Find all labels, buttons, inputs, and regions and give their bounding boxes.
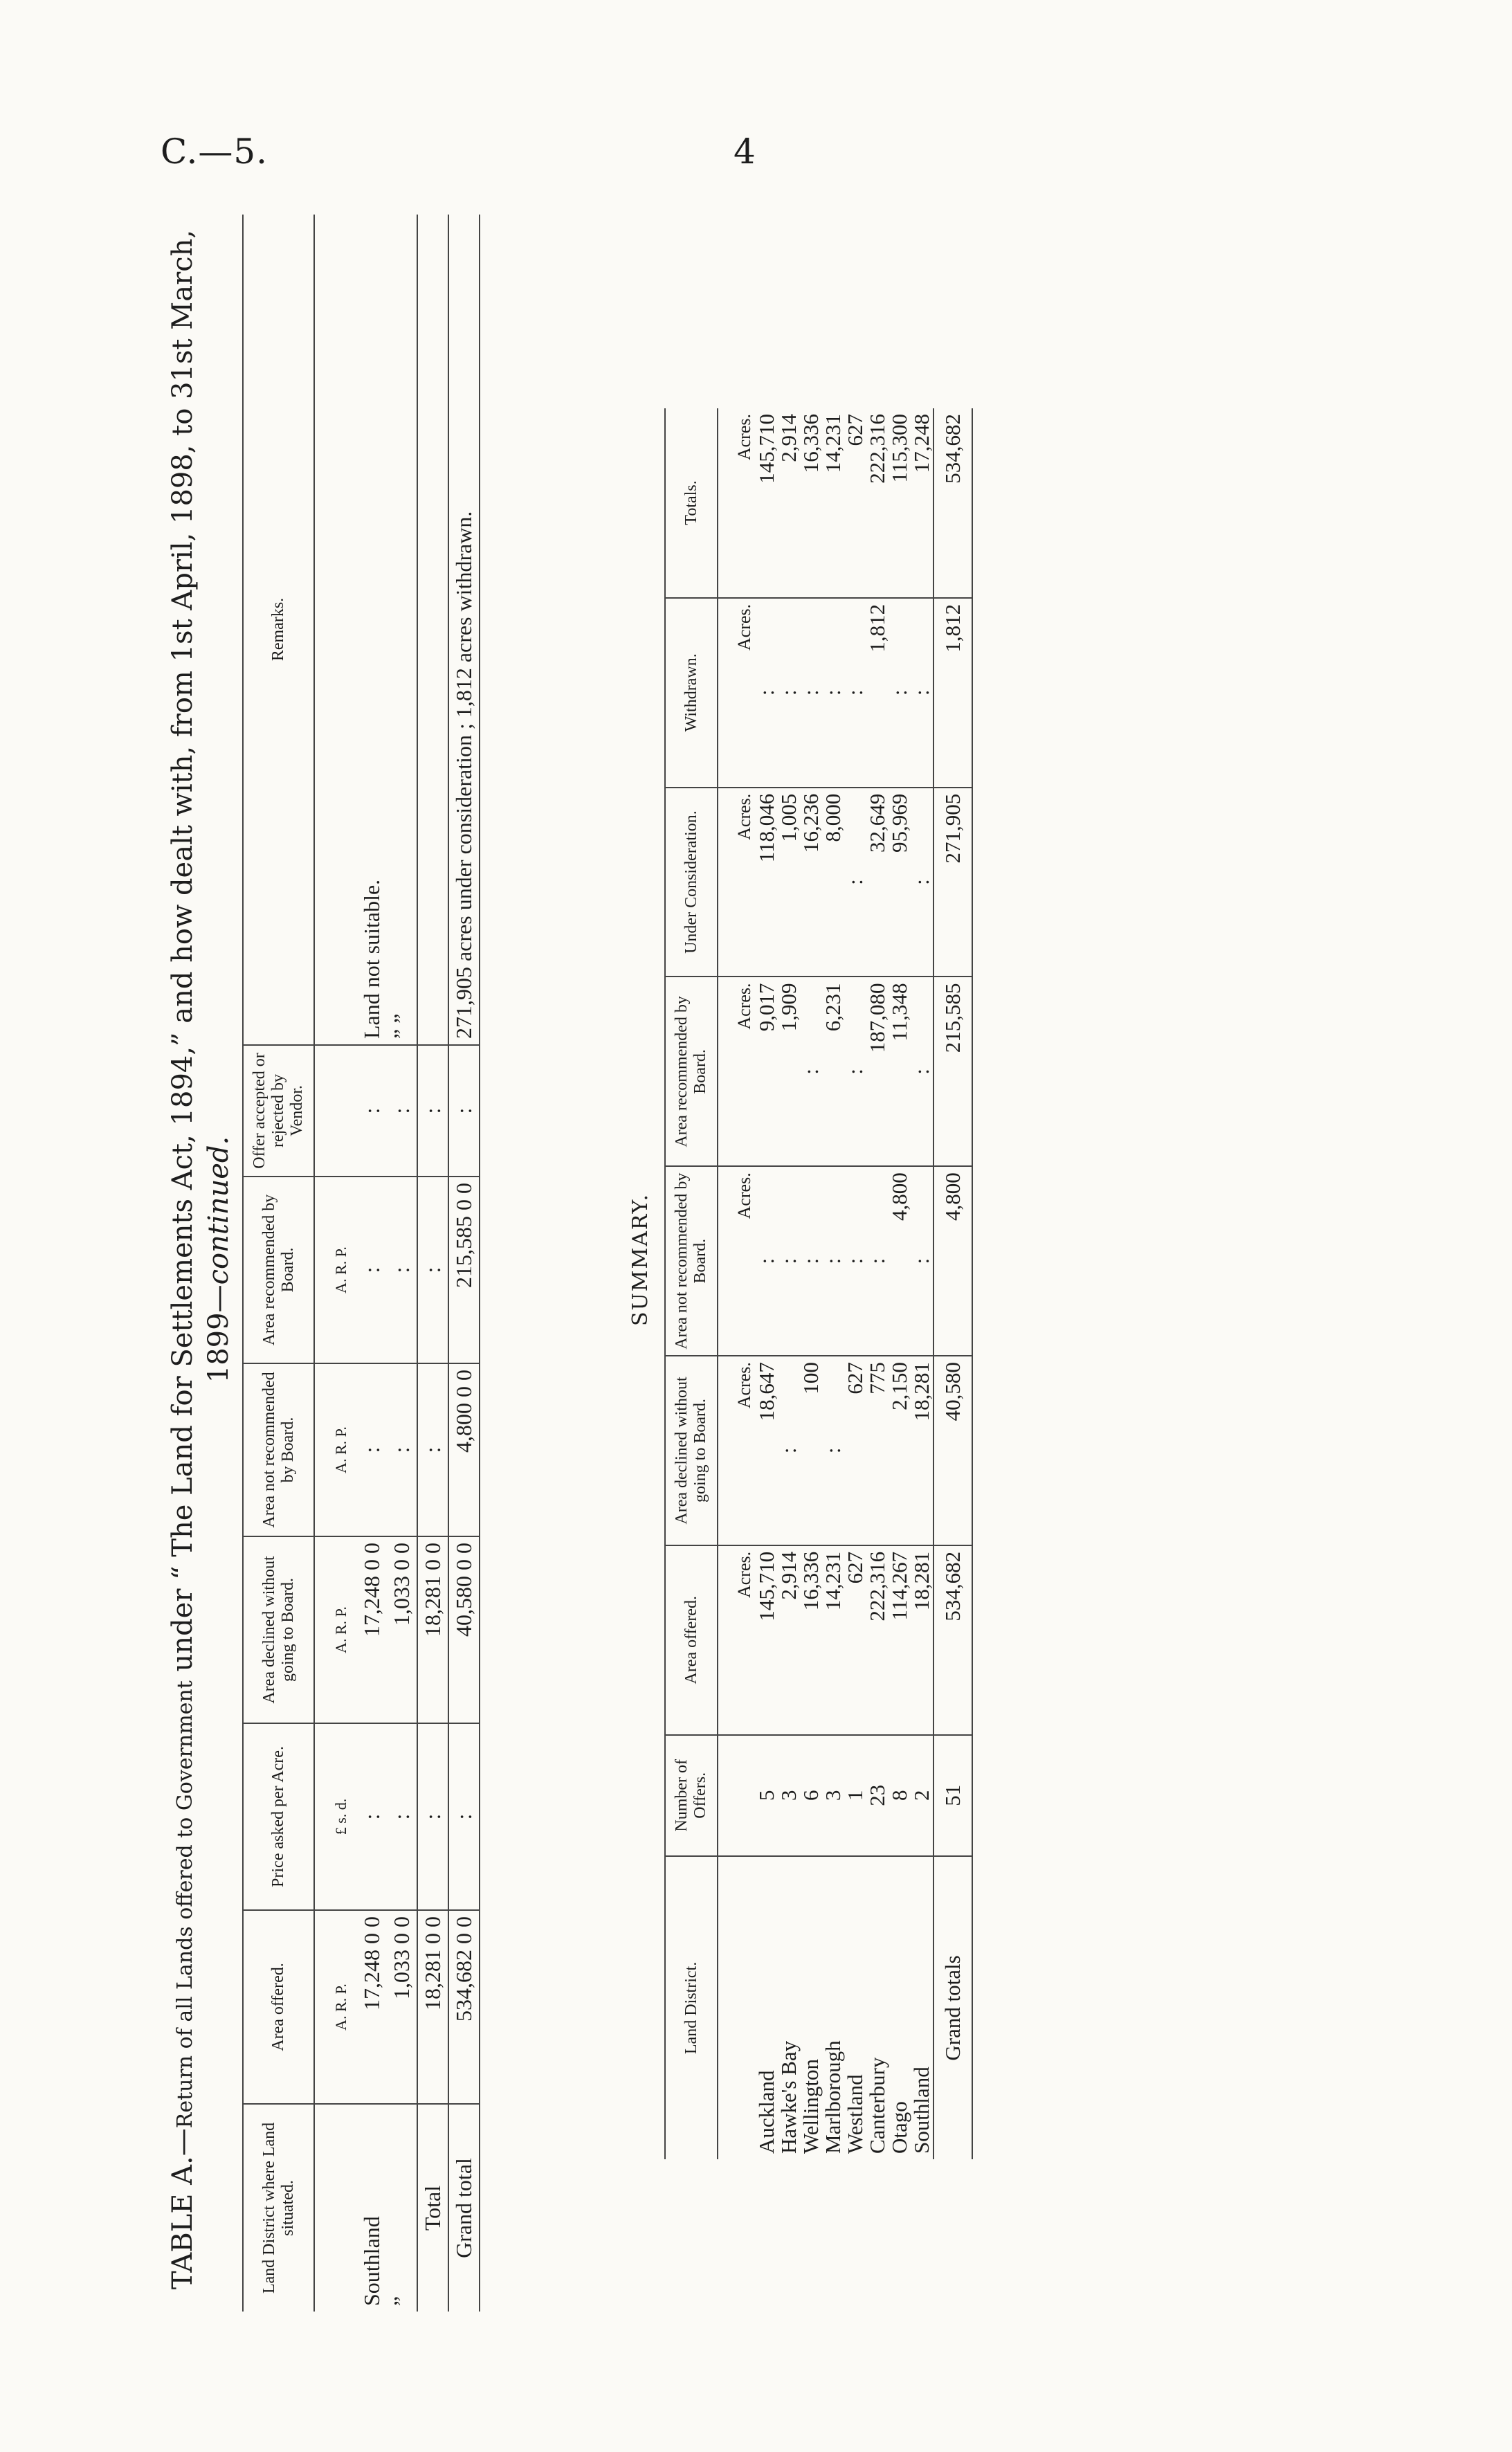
sum-cell-recommended: : xyxy=(800,977,822,1166)
sum-cell-under: 1,005 xyxy=(778,788,800,977)
sum-cell-withdrawn: : xyxy=(844,598,866,788)
cell-total-recommended: : xyxy=(417,1177,448,1363)
units-price: £ s. d. xyxy=(314,1723,357,1910)
sum-cell-totals: 17,248 xyxy=(911,408,933,598)
sum-units-blank xyxy=(718,1856,756,2159)
sum-units-offered: Acres. xyxy=(718,1545,756,1735)
sum-cell-grand-offered: 534,682 xyxy=(933,1545,972,1735)
table-row xyxy=(387,215,417,2312)
sum-col-header-recommended: Area recommended by Board. xyxy=(665,977,718,1166)
sum-cell-under: 95,969 xyxy=(889,788,911,977)
cell-total-area: 18,281 0 0 xyxy=(417,1910,448,2104)
cell-total-vendor: : xyxy=(417,1045,448,1177)
sum-cell-declined: 18,647 xyxy=(756,1356,778,1545)
sum-cell-totals: 16,336 xyxy=(800,408,822,598)
caption-prefix: TABLE A.— xyxy=(167,2128,199,2290)
summary-units-row xyxy=(718,408,756,2159)
sum-cell-declined: 100 xyxy=(800,1356,822,1545)
sum-cell-recommended: 11,348 xyxy=(889,977,911,1166)
sum-cell-grand-offers: 51 xyxy=(933,1735,972,1856)
summary-row xyxy=(844,408,866,2159)
cell-grand-recommended: 215,585 0 0 xyxy=(448,1177,480,1363)
sum-cell-not-recommended: : xyxy=(822,1166,844,1356)
col-header-area-offered: Area offered. xyxy=(243,1910,314,2104)
cell-total-label: Total xyxy=(417,2104,448,2312)
sum-cell-recommended: : xyxy=(844,977,866,1166)
page-header-ref: C.—5. xyxy=(161,131,268,172)
cell-total-remarks xyxy=(417,215,448,1045)
sum-cell-offers: 3 xyxy=(822,1735,844,1856)
cell-vendor: : xyxy=(387,1045,417,1177)
sum-cell-totals: 145,710 xyxy=(756,408,778,598)
summary-row xyxy=(889,408,911,2159)
sum-cell-withdrawn: : xyxy=(778,598,800,788)
sum-cell-offered: 145,710 xyxy=(756,1545,778,1735)
sum-cell-under: : xyxy=(844,788,866,977)
cell-area-offered: 17,248 0 0 xyxy=(357,1910,387,2104)
sum-units-declined: Acres. xyxy=(718,1356,756,1545)
sum-cell-totals: 222,316 xyxy=(866,408,889,598)
sum-cell-offered: 2,914 xyxy=(778,1545,800,1735)
sum-col-header-under-consideration: Under Consideration. xyxy=(665,788,718,977)
cell-declined: 17,248 0 0 xyxy=(357,1536,387,1723)
summary-row xyxy=(866,408,889,2159)
summary-grand-total-row xyxy=(933,408,972,2159)
cell-grand-not-recommended: 4,800 0 0 xyxy=(448,1363,480,1536)
col-header-vendor: Offer accepted or rejected by Vendor. xyxy=(243,1045,314,1177)
sum-units-withdrawn: Acres. xyxy=(718,598,756,788)
sum-col-header-offered: Area offered. xyxy=(665,1545,718,1735)
col-header-declined: Area declined without going to Board. xyxy=(243,1536,314,1723)
sum-col-header-offers: Number of Offers. xyxy=(665,1735,718,1856)
sum-cell-district: Wellington xyxy=(799,2059,823,2154)
summary-title: SUMMARY. xyxy=(628,1192,653,1327)
sum-cell-offers: 1 xyxy=(844,1735,866,1856)
sum-cell-under: 32,649 xyxy=(866,788,889,977)
col-header-remarks: Remarks. xyxy=(243,215,314,1045)
sum-cell-withdrawn: : xyxy=(822,598,844,788)
sum-cell-district: Southland xyxy=(909,2067,933,2154)
sum-cell-offered: 114,267 xyxy=(889,1545,911,1735)
sum-cell-not-recommended: : xyxy=(800,1166,822,1356)
sum-cell-offers: 8 xyxy=(889,1735,911,1856)
caption-return: Return of all Lands offered to Government xyxy=(173,1680,197,2129)
summary-header-row xyxy=(665,408,718,2159)
cell-total-not-recommended: : xyxy=(417,1363,448,1536)
sum-cell-totals: 115,300 xyxy=(889,408,911,598)
sum-cell-recommended: 9,017 xyxy=(756,977,778,1166)
sum-cell-not-recommended: : xyxy=(756,1166,778,1356)
cell-district: Southland xyxy=(359,2216,384,2306)
sum-units-under: Acres. xyxy=(718,788,756,977)
sum-cell-grand-totals: 534,682 xyxy=(933,408,972,598)
sum-cell-grand-not-recommended: 4,800 xyxy=(933,1166,972,1356)
table-a-total-row xyxy=(417,215,448,2312)
col-header-recommended: Area recommended by Board. xyxy=(243,1177,314,1363)
cell-grand-area: 534,682 0 0 xyxy=(448,1910,480,2104)
sum-cell-grand-declined: 40,580 xyxy=(933,1356,972,1545)
col-header-not-recommended: Area not recommended by Board. xyxy=(243,1363,314,1536)
cell-recommended: : xyxy=(357,1177,387,1363)
sum-cell-withdrawn: : xyxy=(889,598,911,788)
cell-grand-vendor: : xyxy=(448,1045,480,1177)
sum-cell-offers: 3 xyxy=(778,1735,800,1856)
sum-cell-offers: 2 xyxy=(911,1735,933,1856)
sum-units-totals: Acres. xyxy=(718,408,756,598)
sum-units-not-recommended: Acres. xyxy=(718,1166,756,1356)
cell-vendor: : xyxy=(357,1045,387,1177)
sum-cell-offers: 23 xyxy=(866,1735,889,1856)
sum-cell-not-recommended: : xyxy=(866,1166,889,1356)
cell-price: : xyxy=(387,1723,417,1910)
caption-middle: under “ The Land for Settlements Act, 1894,” and how dealt with, from 1st April, 1898, to 31st March, 1899— xyxy=(167,229,235,1681)
sum-cell-offers: 6 xyxy=(800,1735,822,1856)
sum-col-header-withdrawn: Withdrawn. xyxy=(665,598,718,788)
cell-total-declined: 18,281 0 0 xyxy=(417,1536,448,1723)
cell-grand-label: Grand total xyxy=(448,2104,480,2312)
units-area-offered: A. R. P. xyxy=(314,1910,357,2104)
sum-cell-withdrawn: : xyxy=(756,598,778,788)
sum-cell-under: 16,236 xyxy=(800,788,822,977)
units-vendor xyxy=(314,1045,357,1177)
sum-cell-withdrawn: : xyxy=(911,598,933,788)
sum-cell-withdrawn: : xyxy=(800,598,822,788)
sum-cell-totals: 14,231 xyxy=(822,408,844,598)
table-a-units-row xyxy=(314,215,357,2312)
cell-grand-remarks: 271,905 acres under consideration ; 1,812 acres withdrawn. xyxy=(448,215,480,1045)
sum-cell-offered: 222,316 xyxy=(866,1545,889,1735)
cell-area-offered: 1,033 0 0 xyxy=(387,1910,417,2104)
sum-cell-offers: 5 xyxy=(756,1735,778,1856)
summary-table xyxy=(664,408,973,2159)
sum-cell-declined: 775 xyxy=(866,1356,889,1545)
table-a xyxy=(242,215,480,2312)
col-header-price: Price asked per Acre. xyxy=(243,1723,314,1910)
sum-col-header-district: Land District. xyxy=(665,1856,718,2159)
caption-continued: continued. xyxy=(203,1136,235,1285)
cell-grand-price: : xyxy=(448,1723,480,1910)
cell-not-recommended: : xyxy=(357,1363,387,1536)
sum-cell-district: Hawke's Bay xyxy=(776,2040,801,2154)
sum-cell-grand-under: 271,905 xyxy=(933,788,972,977)
units-blank xyxy=(314,2104,357,2312)
sum-cell-not-recommended: 4,800 xyxy=(889,1166,911,1356)
cell-district: ” xyxy=(389,2296,414,2306)
sum-col-header-totals: Totals. xyxy=(665,408,718,598)
sum-cell-district: Otago xyxy=(887,2101,911,2154)
sum-cell-recommended: 187,080 xyxy=(866,977,889,1166)
sum-cell-recommended: 6,231 xyxy=(822,977,844,1166)
sum-cell-not-recommended: : xyxy=(844,1166,866,1356)
col-header-district: Land District where Land situated. xyxy=(243,2104,314,2312)
sum-cell-not-recommended: : xyxy=(778,1166,800,1356)
sum-units-recommended: Acres. xyxy=(718,977,756,1166)
sum-cell-declined: : xyxy=(822,1356,844,1545)
sum-cell-offered: 14,231 xyxy=(822,1545,844,1735)
sum-cell-offered: 18,281 xyxy=(911,1545,933,1735)
cell-not-recommended: : xyxy=(387,1363,417,1536)
sum-cell-under: 118,046 xyxy=(756,788,778,977)
sum-cell-offered: 16,336 xyxy=(800,1545,822,1735)
sum-cell-declined: : xyxy=(778,1356,800,1545)
units-recommended: A. R. P. xyxy=(314,1177,357,1363)
table-row xyxy=(357,215,387,2312)
rotated-content xyxy=(166,208,1107,2312)
sum-cell-offered: 627 xyxy=(844,1545,866,1735)
cell-recommended: : xyxy=(387,1177,417,1363)
cell-total-price: : xyxy=(417,1723,448,1910)
units-remarks xyxy=(314,215,357,1045)
sum-cell-declined: 2,150 xyxy=(889,1356,911,1545)
cell-declined: 1,033 0 0 xyxy=(387,1536,417,1723)
sum-cell-declined: 18,281 xyxy=(911,1356,933,1545)
table-a-grand-total-row xyxy=(448,215,480,2312)
sum-col-header-declined: Area declined without going to Board. xyxy=(665,1356,718,1545)
sum-cell-totals: 627 xyxy=(844,408,866,598)
sum-cell-grand-label: Grand totals xyxy=(933,1856,972,2159)
sum-cell-district: Canterbury xyxy=(865,2057,889,2154)
sum-cell-grand-recommended: 215,585 xyxy=(933,977,972,1166)
sum-cell-grand-withdrawn: 1,812 xyxy=(933,598,972,788)
sum-units-blank xyxy=(718,1735,756,1856)
summary-row xyxy=(800,408,822,2159)
sum-cell-not-recommended: : xyxy=(911,1166,933,1356)
page-number: 4 xyxy=(734,131,756,172)
sum-cell-withdrawn: 1,812 xyxy=(866,598,889,788)
sum-cell-under: 8,000 xyxy=(822,788,844,977)
summary-row xyxy=(822,408,844,2159)
summary-row xyxy=(911,408,933,2159)
units-not-recommended: A. R. P. xyxy=(314,1363,357,1536)
table-caption xyxy=(166,208,235,2312)
sum-cell-district: Westland xyxy=(843,2074,867,2154)
sum-cell-totals: 2,914 xyxy=(778,408,800,598)
table-a-header-row xyxy=(243,215,314,2312)
summary-row xyxy=(778,408,800,2159)
cell-remarks: Land not suitable. xyxy=(357,215,387,1045)
sum-cell-under: : xyxy=(911,788,933,977)
sum-cell-declined: 627 xyxy=(844,1356,866,1545)
sum-col-header-not-recommended: Area not recommended by Board. xyxy=(665,1166,718,1356)
summary-row xyxy=(756,408,778,2159)
cell-grand-declined: 40,580 0 0 xyxy=(448,1536,480,1723)
sum-cell-district: Auckland xyxy=(754,2070,778,2154)
sum-cell-district: Marlborough xyxy=(821,2040,845,2154)
sum-cell-recommended: : xyxy=(911,977,933,1166)
sum-cell-recommended: 1,909 xyxy=(778,977,800,1166)
units-declined: A. R. P. xyxy=(314,1536,357,1723)
cell-remarks: ” ” xyxy=(387,215,417,1045)
cell-price: : xyxy=(357,1723,387,1910)
